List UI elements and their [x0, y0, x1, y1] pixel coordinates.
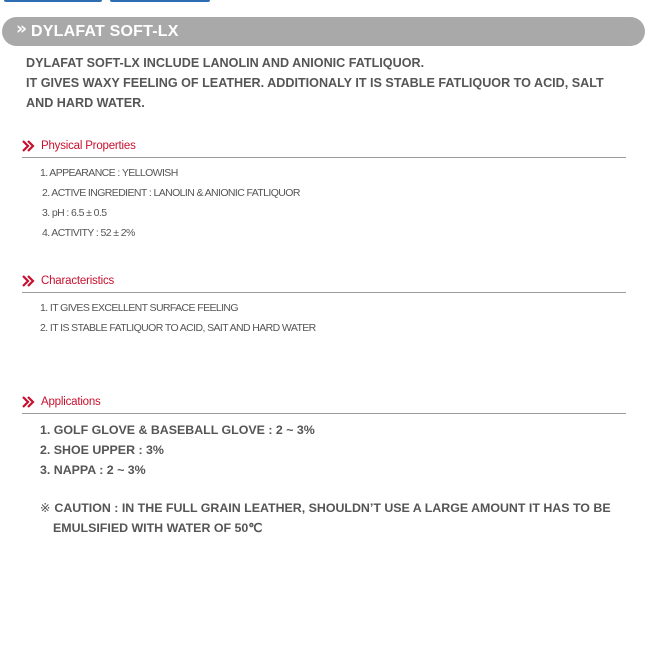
list-item: 4. ACTIVITY : 52 ± 2%: [42, 227, 135, 239]
characteristics-section: [22, 272, 626, 338]
applications-list: [40, 420, 626, 480]
physical-properties-section: [22, 137, 626, 243]
reference-mark-icon: ※: [40, 500, 51, 515]
caution-text: CAUTION : IN THE FULL GRAIN LEATHER, SHOULDN’T USE A LARGE AMOUNT IT HAS TO BE: [54, 501, 611, 515]
list-item: 3. pH : 6.5 ± 0.5: [42, 207, 107, 219]
section-header: [22, 137, 626, 158]
list-item: 1. IT GIVES EXCELLENT SURFACE FEELING: [40, 302, 238, 314]
description-line: IT GIVES WAXY FEELING OF LEATHER. ADDITIONALY IT IS STABLE FATLIQUOR TO ACID, SALT: [26, 76, 604, 90]
product-description: [26, 53, 636, 113]
double-chevron-red-icon: [22, 396, 36, 408]
product-title: DYLAFAT SOFT-LX: [30, 22, 179, 40]
section-title: Physical Properties: [41, 139, 136, 152]
section-header: [22, 393, 626, 414]
section-header: [22, 272, 626, 293]
double-chevron-red-icon: [22, 140, 36, 152]
description-line: DYLAFAT SOFT-LX INCLUDE LANOLIN AND ANIONIC FATLIQUOR.: [26, 56, 425, 70]
top-tab-strip: [0, 0, 660, 3]
top-tab-2[interactable]: [110, 0, 210, 2]
property-list: [40, 163, 626, 243]
list-item: 1. GOLF GLOVE & BASEBALL GLOVE : 2 ~ 3%: [40, 423, 315, 437]
caution-text: EMULSIFIED WITH WATER OF 50℃: [53, 521, 263, 535]
description-line: AND HARD WATER.: [26, 96, 145, 110]
double-chevron-icon: »: [16, 19, 27, 39]
double-chevron-red-icon: [22, 275, 36, 287]
list-item: 3. NAPPA : 2 ~ 3%: [40, 463, 146, 477]
list-item: 1. APPEARANCE : YELLOWISH: [40, 167, 178, 179]
caution-note: [40, 498, 630, 538]
section-title: Applications: [41, 395, 101, 408]
product-title-bar: [2, 17, 645, 46]
top-tab-1[interactable]: [4, 0, 102, 2]
applications-section: [22, 393, 626, 480]
list-item: 2. SHOE UPPER : 3%: [40, 443, 164, 457]
list-item: 2. ACTIVE INGREDIENT : LANOLIN & ANIONIC FATLIQUOR: [42, 187, 300, 199]
characteristics-list: [40, 298, 626, 338]
list-item: 2. IT IS STABLE FATLIQUOR TO ACID, SAIT AND HARD WATER: [40, 322, 316, 334]
section-title: Characteristics: [41, 274, 115, 287]
